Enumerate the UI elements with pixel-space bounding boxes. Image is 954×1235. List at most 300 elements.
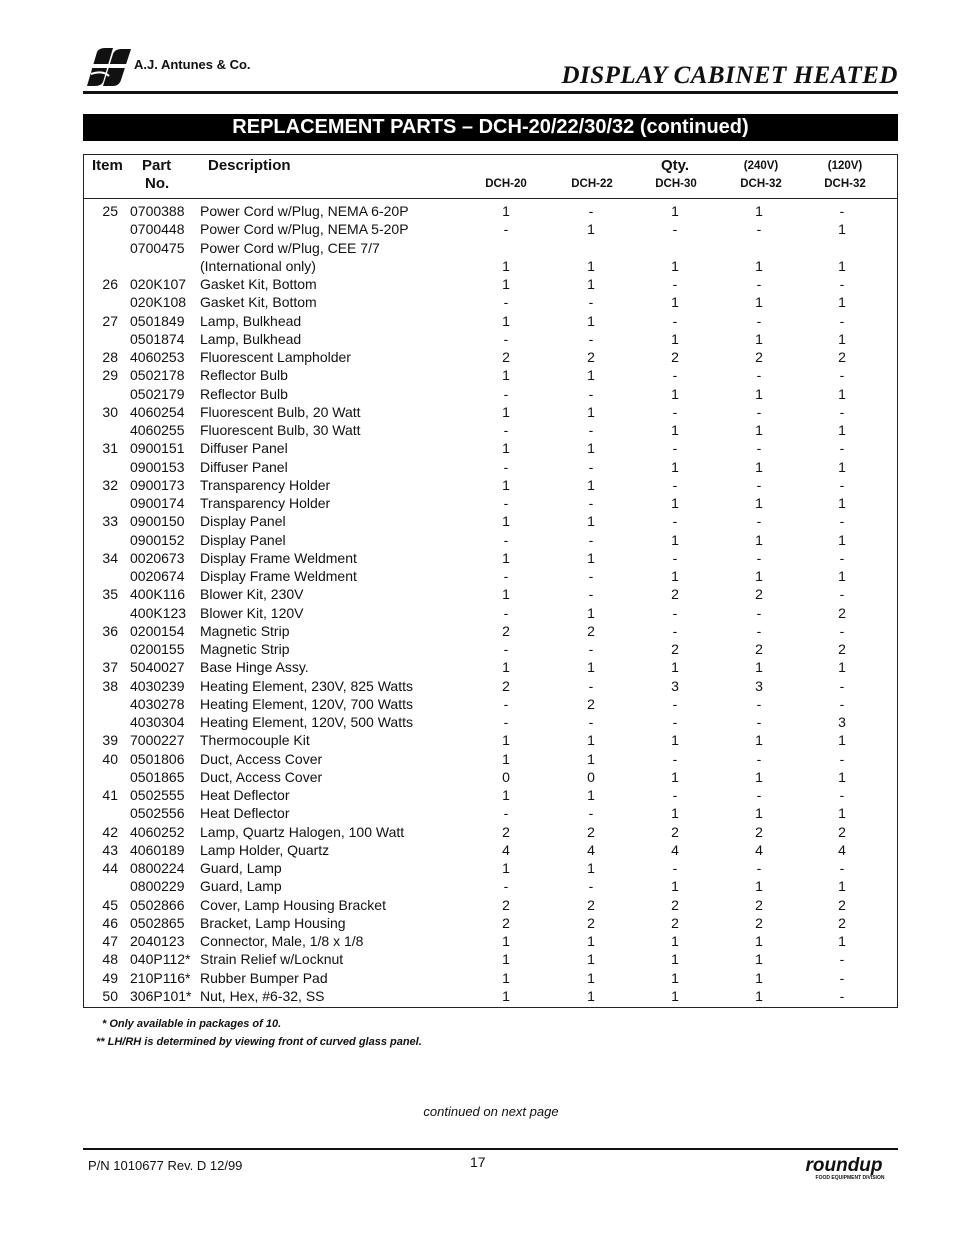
table-row: [84, 386, 897, 404]
quantity-cell: 3: [755, 677, 763, 694]
quantity-cell: -: [672, 312, 678, 329]
table-row: [84, 860, 897, 878]
quantity-cell: -: [756, 312, 762, 329]
part-number: 0501874: [130, 330, 185, 347]
item-number: 46: [102, 914, 118, 931]
quantity-cell: 1: [755, 659, 763, 676]
quantity-cell: 1: [671, 805, 679, 822]
quantity-cell: -: [588, 568, 594, 584]
part-description: Transparency Holder: [200, 495, 331, 511]
quantity-cell: -: [588, 385, 594, 402]
quantity-cell: 1: [587, 787, 595, 803]
table-row: [84, 970, 897, 988]
quantity-cell: -: [503, 531, 509, 548]
quantity-cell: 1: [671, 951, 679, 968]
part-description: Strain Relief w/Locknut: [200, 951, 344, 968]
table-row: [84, 294, 897, 312]
quantity-cell: -: [503, 714, 509, 730]
part-number: 0800224: [130, 860, 185, 876]
quantity-cell: 1: [838, 458, 846, 475]
quantity-cell: -: [756, 549, 762, 566]
table-row: [84, 769, 897, 787]
roundup-logo: [790, 1155, 898, 1181]
quantity-cell: 1: [671, 531, 679, 548]
quantity-cell: 2: [838, 604, 846, 621]
quantity-cell: 1: [671, 987, 679, 1004]
quantity-cell: 1: [838, 257, 846, 274]
parts-table: [83, 154, 898, 1008]
table-row: [84, 203, 897, 221]
table-row: [84, 696, 897, 714]
quantity-cell: 1: [587, 403, 595, 420]
part-number: 400K123: [130, 604, 187, 621]
quantity-cell: 1: [671, 732, 679, 749]
table-row: [84, 313, 897, 331]
quantity-cell: 2: [838, 823, 846, 840]
quantity-cell: -: [756, 695, 762, 712]
continued-note: continued on next page: [423, 1104, 559, 1119]
brand-subtitle: FOOD EQUIPMENT DIVISION: [815, 1175, 885, 1181]
part-number: 0900153: [130, 458, 185, 475]
quantity-cell: -: [756, 604, 762, 621]
quantity-cell: 2: [587, 695, 595, 712]
quantity-cell: -: [588, 878, 594, 895]
quantity-cell: 1: [671, 568, 679, 584]
quantity-cell: -: [839, 951, 845, 968]
quantity-cell: 1: [755, 568, 763, 584]
quantity-cell: -: [839, 787, 845, 803]
table-row: [84, 221, 897, 239]
quantity-cell: 2: [502, 914, 510, 931]
part-number: 4030239: [130, 677, 185, 694]
table-row: [84, 897, 897, 915]
footnote-packages: * Only available in packages of 10.: [102, 1018, 282, 1030]
quantity-cell: -: [588, 531, 594, 548]
part-number: 0800229: [130, 878, 185, 895]
quantity-cell: 1: [671, 969, 679, 986]
quantity-cell: 1: [502, 951, 510, 968]
company-name: A.J. Antunes & Co.: [134, 57, 251, 72]
quantity-cell: -: [588, 586, 594, 603]
quantity-cell: -: [839, 969, 845, 986]
quantity-cell: -: [839, 695, 845, 712]
table-row: [84, 659, 897, 677]
quantity-cell: 1: [755, 768, 763, 785]
quantity-cell: -: [503, 422, 509, 438]
table-row: [84, 495, 897, 513]
quantity-cell: 1: [587, 987, 595, 1004]
quantity-cell: 1: [587, 276, 595, 292]
quantity-cell: 1: [838, 294, 846, 311]
part-number: 4030278: [130, 695, 185, 712]
quantity-cell: 4: [587, 841, 595, 858]
quantity-cell: 1: [755, 732, 763, 749]
item-number: 47: [102, 933, 118, 949]
part-description: Guard, Lamp: [200, 878, 282, 895]
item-number: 43: [102, 841, 118, 858]
quantity-cell: -: [756, 221, 762, 238]
col-header-model: DCH-22: [571, 178, 613, 190]
table-row: [84, 805, 897, 823]
quantity-cell: -: [503, 385, 509, 402]
quantity-cell: 1: [502, 933, 510, 949]
quantity-cell: 1: [755, 330, 763, 347]
quantity-cell: 1: [587, 951, 595, 968]
part-number: 2040123: [130, 933, 185, 949]
quantity-cell: 1: [671, 294, 679, 311]
quantity-cell: 1: [587, 732, 595, 749]
quantity-cell: 1: [587, 549, 595, 566]
quantity-cell: -: [756, 860, 762, 876]
quantity-cell: 1: [502, 476, 510, 493]
quantity-cell: -: [503, 568, 509, 584]
part-description: Heating Element, 120V, 500 Watts: [200, 714, 413, 730]
quantity-cell: 2: [671, 349, 679, 365]
item-number: 32: [102, 476, 118, 493]
item-number: 31: [102, 440, 118, 457]
table-row: [84, 878, 897, 896]
item-number: 37: [102, 659, 118, 676]
part-description: Transparency Holder: [200, 476, 331, 493]
part-description: Magnetic Strip: [200, 641, 290, 657]
quantity-cell: 1: [671, 458, 679, 475]
quantity-cell: -: [503, 805, 509, 822]
part-number: 0900174: [130, 495, 185, 511]
quantity-cell: 1: [671, 257, 679, 274]
quantity-cell: 1: [838, 659, 846, 676]
quantity-cell: 1: [502, 276, 510, 292]
quantity-cell: -: [503, 458, 509, 475]
quantity-cell: -: [672, 604, 678, 621]
quantity-cell: 1: [755, 203, 763, 219]
item-number: 40: [102, 750, 118, 767]
quantity-cell: 2: [838, 349, 846, 365]
quantity-cell: 2: [755, 349, 763, 365]
quantity-cell: 4: [502, 841, 510, 858]
quantity-cell: 1: [671, 495, 679, 511]
table-row: [84, 824, 897, 842]
quantity-cell: 2: [755, 896, 763, 913]
quantity-cell: 1: [671, 422, 679, 438]
quantity-cell: 1: [838, 385, 846, 402]
quantity-cell: 1: [671, 385, 679, 402]
quantity-cell: 2: [502, 823, 510, 840]
table-row: [84, 641, 897, 659]
part-number: 0502866: [130, 896, 185, 913]
part-description: Duct, Access Cover: [200, 768, 323, 785]
quantity-cell: 1: [587, 257, 595, 274]
part-description: Blower Kit, 230V: [200, 586, 304, 603]
item-number: 28: [102, 349, 118, 365]
part-description: Fluorescent Lampholder: [200, 349, 351, 365]
part-description: Base Hinge Assy.: [200, 659, 309, 676]
quantity-cell: 1: [838, 805, 846, 822]
quantity-cell: 1: [838, 330, 846, 347]
quantity-cell: 1: [587, 513, 595, 530]
item-number: 29: [102, 367, 118, 384]
part-description: Reflector Bulb: [200, 367, 288, 384]
item-number: 36: [102, 622, 118, 639]
quantity-cell: 2: [671, 641, 679, 657]
quantity-cell: 3: [671, 677, 679, 694]
table-row: [84, 258, 897, 276]
part-number: 400K116: [130, 586, 186, 603]
quantity-cell: 1: [755, 422, 763, 438]
part-number: 0200155: [130, 641, 185, 657]
quantity-cell: -: [839, 622, 845, 639]
part-description: Connector, Male, 1/8 x 1/8: [200, 933, 364, 949]
quantity-cell: -: [839, 677, 845, 694]
quantity-cell: 2: [755, 641, 763, 657]
quantity-cell: 2: [838, 641, 846, 657]
quantity-cell: -: [672, 221, 678, 238]
table-row: [84, 331, 897, 349]
quantity-cell: -: [672, 549, 678, 566]
part-number: 0700475: [130, 239, 185, 256]
col-header-240v: (240V): [743, 160, 779, 172]
part-description: Magnetic Strip: [200, 622, 290, 639]
quantity-cell: -: [672, 695, 678, 712]
quantity-cell: 2: [671, 586, 679, 603]
quantity-cell: 2: [502, 896, 510, 913]
quantity-cell: 1: [755, 805, 763, 822]
quantity-cell: 1: [502, 732, 510, 749]
quantity-cell: 1: [587, 367, 595, 384]
quantity-cell: 1: [587, 659, 595, 676]
table-row: [84, 586, 897, 604]
col-header-description: Description: [208, 157, 291, 174]
item-number: 27: [102, 312, 118, 329]
aj-antunes-logo-icon: [83, 46, 133, 88]
col-header-model: DCH-32: [824, 178, 866, 190]
quantity-cell: -: [839, 987, 845, 1004]
part-number: 0502556: [130, 805, 185, 822]
quantity-cell: 3: [838, 714, 846, 730]
quantity-cell: -: [756, 513, 762, 530]
quantity-cell: -: [756, 440, 762, 457]
table-row: [84, 751, 897, 769]
quantity-cell: -: [503, 495, 509, 511]
quantity-cell: 1: [838, 568, 846, 584]
quantity-cell: -: [672, 276, 678, 292]
table-row: [84, 678, 897, 696]
quantity-cell: 4: [755, 841, 763, 858]
quantity-cell: 1: [755, 951, 763, 968]
part-description: Cover, Lamp Housing Bracket: [200, 896, 386, 913]
part-description: Diffuser Panel: [200, 440, 288, 457]
quantity-cell: 1: [671, 330, 679, 347]
quantity-cell: 1: [838, 768, 846, 785]
quantity-cell: 2: [502, 622, 510, 639]
quantity-cell: -: [672, 750, 678, 767]
part-number: 4060254: [130, 403, 185, 420]
quantity-cell: 1: [755, 294, 763, 311]
quantity-cell: 2: [587, 622, 595, 639]
part-number: 306P101*: [130, 987, 192, 1004]
quantity-cell: 1: [502, 659, 510, 676]
quantity-cell: 1: [755, 531, 763, 548]
part-number: 0700388: [130, 203, 185, 219]
part-number: 4060189: [130, 841, 185, 858]
col-header-no: No.: [145, 175, 170, 192]
table-row: [84, 440, 897, 458]
quantity-cell: 1: [502, 969, 510, 986]
part-description: Diffuser Panel: [200, 458, 288, 475]
quantity-cell: 2: [755, 914, 763, 931]
header-divider: [84, 198, 897, 199]
quantity-cell: 1: [671, 878, 679, 895]
item-number: 50: [102, 987, 118, 1004]
part-number-revision: P/N 1010677 Rev. D 12/99: [88, 1158, 243, 1173]
quantity-cell: 1: [838, 732, 846, 749]
part-description: Nut, Hex, #6-32, SS: [200, 987, 325, 1004]
part-description: Blower Kit, 120V: [200, 604, 304, 621]
quantity-cell: 2: [755, 586, 763, 603]
item-number: 26: [102, 276, 118, 292]
quantity-cell: 1: [671, 203, 679, 219]
quantity-cell: -: [588, 495, 594, 511]
part-number: 4060252: [130, 823, 185, 840]
quantity-cell: 2: [502, 349, 510, 365]
table-row: [84, 605, 897, 623]
part-description: Guard, Lamp: [200, 860, 282, 876]
quantity-cell: 1: [502, 586, 510, 603]
table-row: [84, 349, 897, 367]
quantity-cell: 1: [502, 440, 510, 457]
item-number: 41: [102, 787, 118, 803]
quantity-cell: 1: [755, 878, 763, 895]
table-row: [84, 404, 897, 422]
part-number: 4060253: [130, 349, 185, 365]
quantity-cell: -: [672, 403, 678, 420]
part-description: Gasket Kit, Bottom: [200, 276, 317, 292]
quantity-cell: -: [756, 276, 762, 292]
part-description: Lamp, Bulkhead: [200, 312, 302, 329]
quantity-cell: 1: [587, 440, 595, 457]
quantity-cell: 1: [587, 750, 595, 767]
part-description: Fluorescent Bulb, 20 Watt: [200, 403, 361, 420]
col-header-qty: Qty.: [661, 157, 690, 174]
part-description: Lamp, Quartz Halogen, 100 Watt: [200, 823, 405, 840]
col-header-part: Part: [142, 157, 172, 174]
table-row: [84, 714, 897, 732]
quantity-cell: -: [588, 458, 594, 475]
table-row: [84, 550, 897, 568]
quantity-cell: -: [672, 440, 678, 457]
part-number: 0020673: [130, 549, 185, 566]
part-description: Display Panel: [200, 531, 286, 548]
quantity-cell: 1: [671, 659, 679, 676]
quantity-cell: -: [839, 367, 845, 384]
col-header-item: Item: [92, 157, 123, 174]
quantity-cell: -: [839, 403, 845, 420]
item-number: 42: [102, 823, 118, 840]
quantity-cell: -: [672, 622, 678, 639]
quantity-cell: -: [756, 622, 762, 639]
col-header-120v: (120V): [827, 160, 863, 172]
quantity-cell: 1: [587, 476, 595, 493]
document-title: DISPLAY CABINET HEATED: [561, 62, 898, 89]
quantity-cell: 2: [671, 896, 679, 913]
quantity-cell: 1: [502, 513, 510, 530]
item-number: 33: [102, 513, 118, 530]
part-description: Display Panel: [200, 513, 286, 530]
quantity-cell: -: [672, 860, 678, 876]
quantity-cell: 1: [838, 221, 846, 238]
part-number: 0501865: [130, 768, 185, 785]
quantity-cell: -: [756, 750, 762, 767]
part-description: Heating Element, 120V, 700 Watts: [200, 695, 413, 712]
item-number: 34: [102, 549, 118, 566]
quantity-cell: -: [839, 476, 845, 493]
section-banner: REPLACEMENT PARTS – DCH-20/22/30/32 (continued): [83, 114, 898, 141]
table-row: [84, 623, 897, 641]
col-header-model: DCH-30: [655, 178, 697, 190]
part-number: 0501806: [130, 750, 185, 767]
quantity-cell: 1: [755, 987, 763, 1004]
part-number: 040P112*: [130, 951, 191, 968]
quantity-cell: -: [503, 641, 509, 657]
part-number: 0502179: [130, 385, 185, 402]
quantity-cell: -: [588, 203, 594, 219]
table-row: [84, 513, 897, 531]
quantity-cell: -: [588, 641, 594, 657]
table-row: [84, 276, 897, 294]
table-row: [84, 422, 897, 440]
footnote-lh-rh: ** LH/RH is determined by viewing front of curved glass panel.: [96, 1036, 422, 1048]
quantity-cell: -: [672, 367, 678, 384]
quantity-cell: 1: [502, 750, 510, 767]
quantity-cell: 1: [502, 312, 510, 329]
part-description: Display Frame Weldment: [200, 549, 357, 566]
part-description: Power Cord w/Plug, NEMA 6-20P: [200, 203, 409, 219]
quantity-cell: -: [672, 714, 678, 730]
quantity-cell: -: [672, 513, 678, 530]
part-number: 0501849: [130, 312, 185, 329]
part-number: 0900152: [130, 531, 185, 548]
quantity-cell: -: [756, 787, 762, 803]
part-description: (International only): [200, 257, 316, 274]
item-number: 45: [102, 896, 118, 913]
part-number: 020K107: [130, 276, 187, 292]
quantity-cell: -: [503, 294, 509, 311]
quantity-cell: 1: [502, 203, 510, 219]
quantity-cell: 0: [502, 768, 510, 785]
part-number: 020K108: [130, 294, 187, 311]
table-row: [84, 787, 897, 805]
part-number: 0900150: [130, 513, 185, 530]
quantity-cell: -: [839, 549, 845, 566]
top-rule: [83, 91, 898, 94]
quantity-cell: 2: [587, 896, 595, 913]
quantity-cell: 2: [838, 896, 846, 913]
part-description: Power Cord w/Plug, NEMA 5-20P: [200, 221, 409, 238]
quantity-cell: 1: [755, 969, 763, 986]
quantity-cell: -: [588, 330, 594, 347]
quantity-cell: 1: [502, 403, 510, 420]
quantity-cell: -: [588, 422, 594, 438]
part-number: 5040027: [130, 659, 185, 676]
quantity-cell: -: [503, 604, 509, 621]
quantity-cell: 0: [587, 768, 595, 785]
item-number: 48: [102, 951, 118, 968]
part-description: Lamp Holder, Quartz: [200, 841, 330, 858]
quantity-cell: 1: [502, 257, 510, 274]
part-description: Power Cord w/Plug, CEE 7/7: [200, 239, 380, 256]
quantity-cell: -: [588, 294, 594, 311]
quantity-cell: 1: [502, 549, 510, 566]
item-number: 39: [102, 732, 118, 749]
